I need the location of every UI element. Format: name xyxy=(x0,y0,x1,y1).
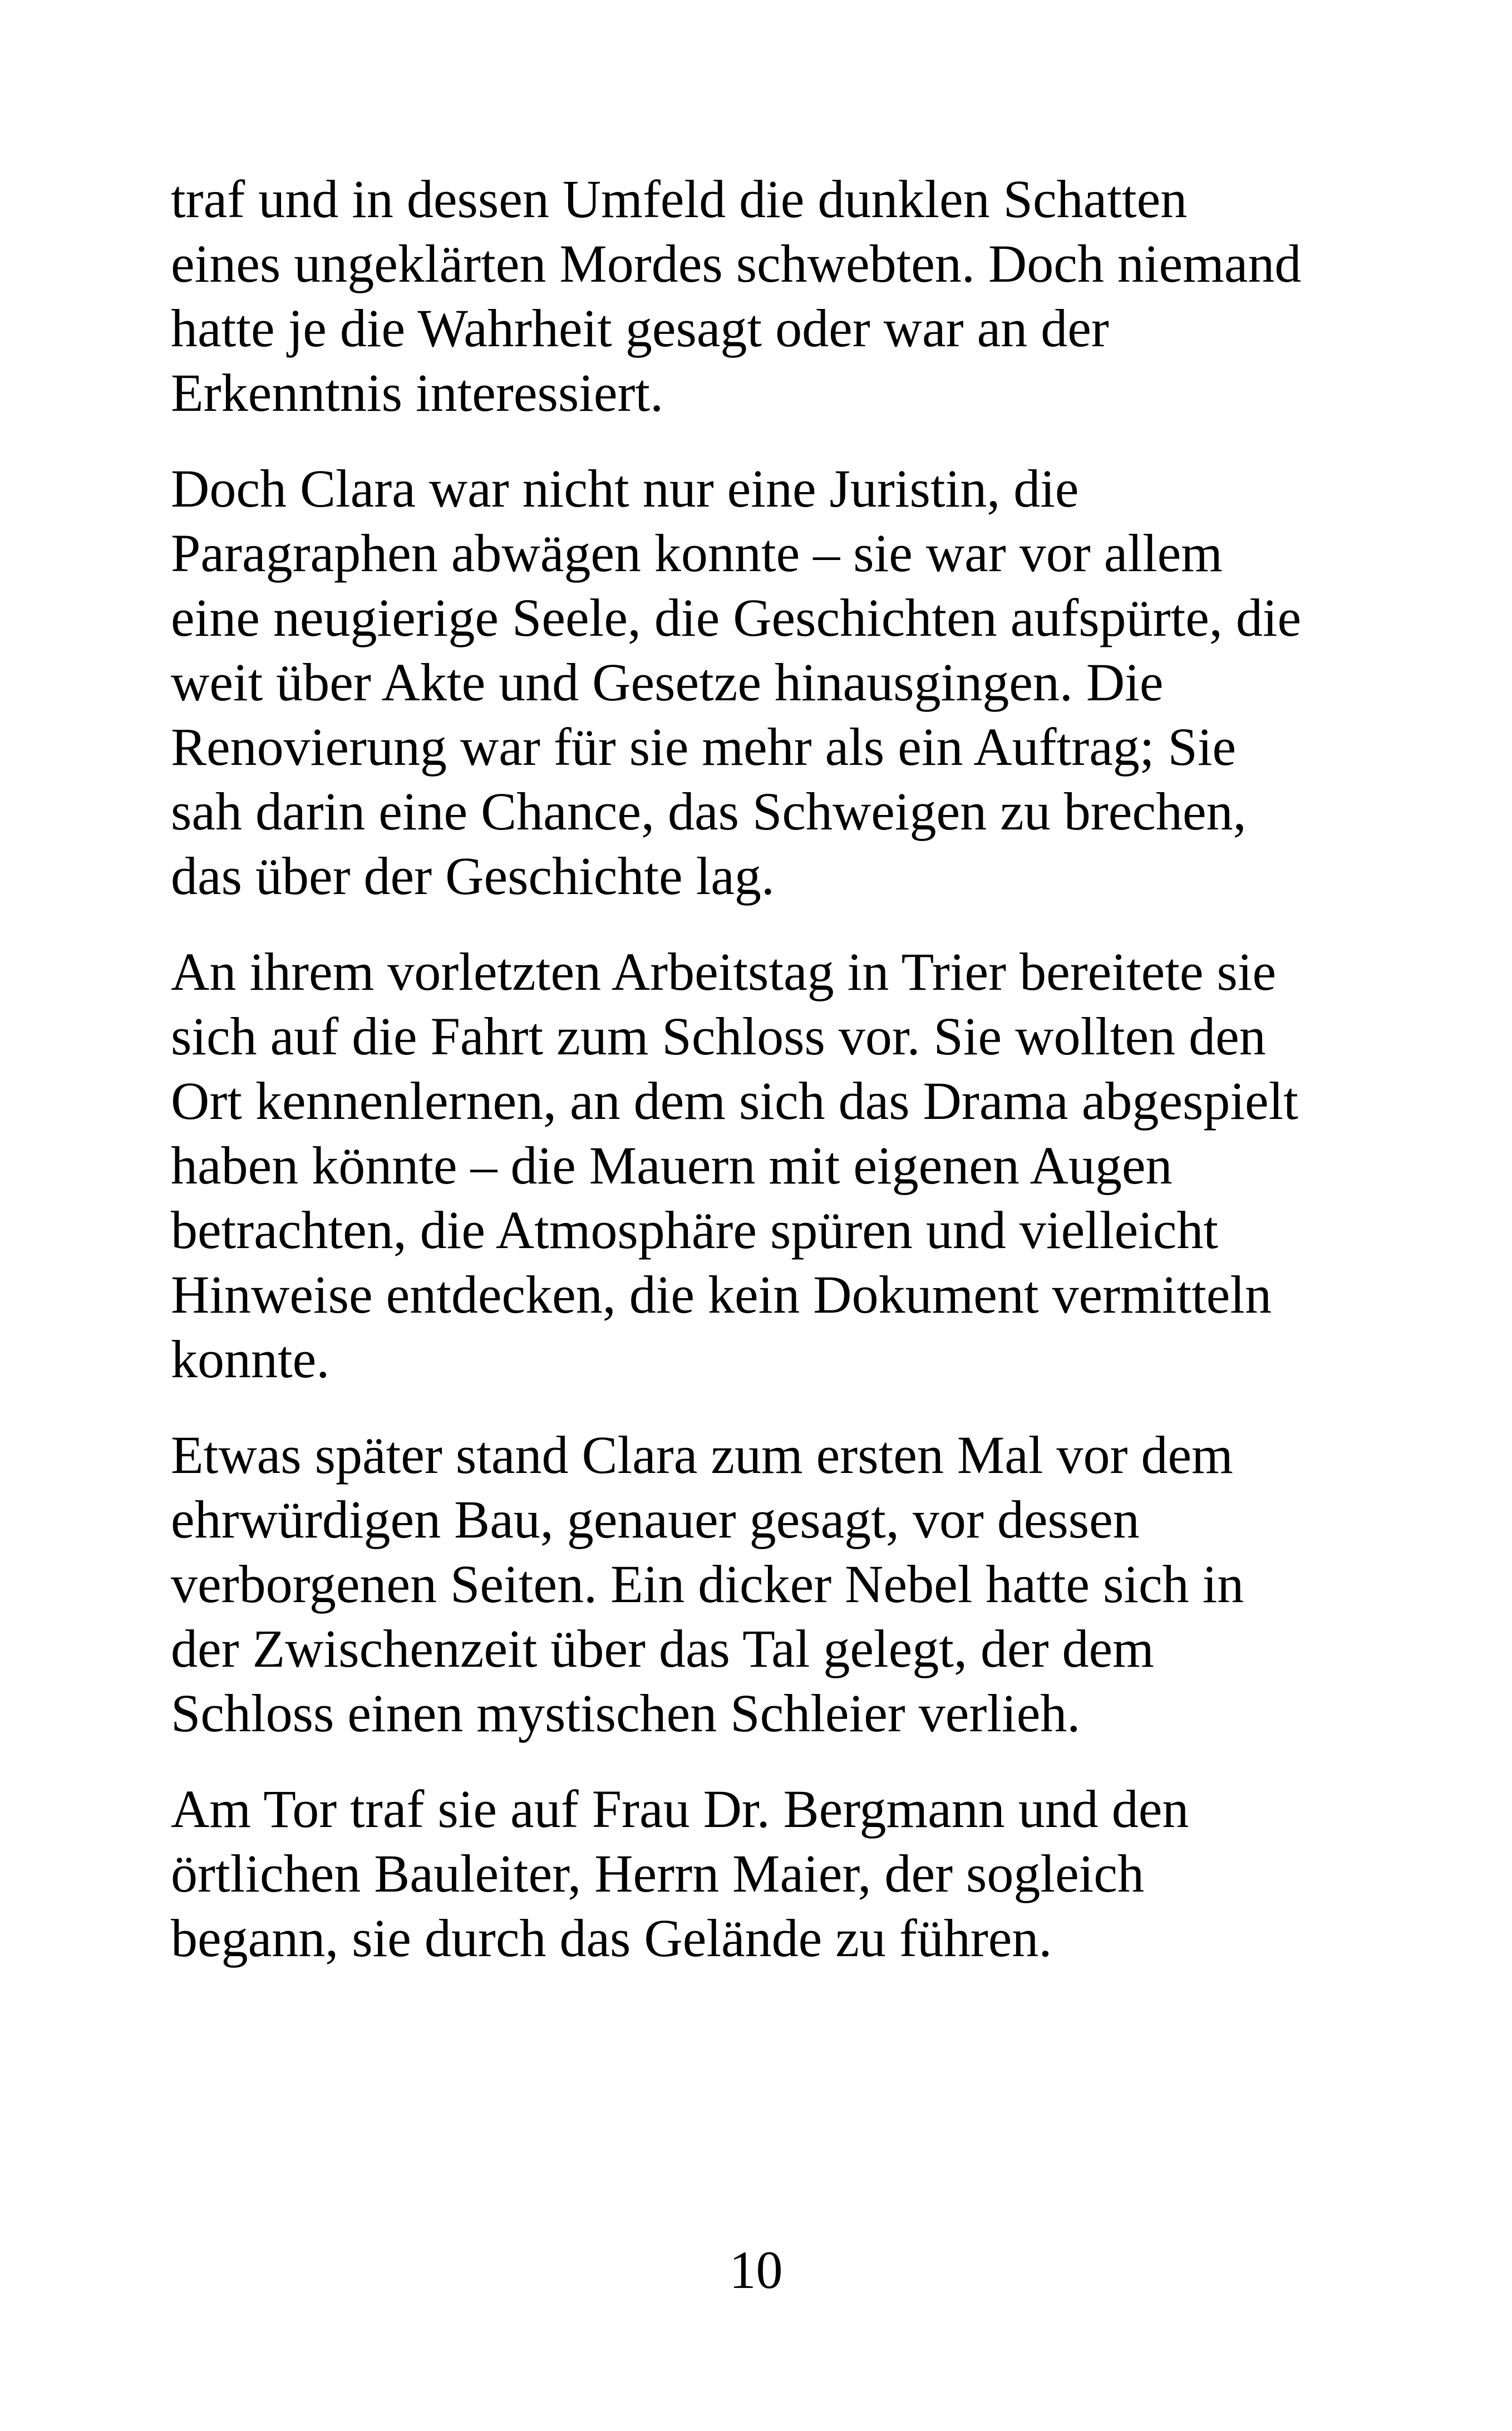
text-line: sah darin eine Chance, das Schweigen zu brechen, xyxy=(171,782,1247,841)
text-line: verborgenen Seiten. Ein dicker Nebel hatte sich in xyxy=(171,1554,1244,1614)
text-line: örtlichen Bauleiter, Herrn Maier, der sogleich xyxy=(171,1844,1144,1903)
text-line: eines ungeklärten Mordes schwebten. Doch niemand xyxy=(171,234,1302,293)
text-line: Ort kennenlernen, an dem sich das Drama abgespielt xyxy=(171,1071,1298,1131)
text-line: ehrwürdigen Bau, genauer gesagt, vor dessen xyxy=(171,1490,1140,1549)
paragraph-2 xyxy=(171,456,1384,908)
paragraph-3 xyxy=(171,940,1384,1392)
text-line: weit über Akte und Gesetze hinausgingen. Die xyxy=(171,652,1164,712)
paragraph-4 xyxy=(171,1423,1384,1746)
text-line: Doch Clara war nicht nur eine Juristin, die xyxy=(171,459,1079,518)
text-line: Schloss einen mystischen Schleier verlieh. xyxy=(171,1683,1081,1743)
text-line: traf und in dessen Umfeld die dunklen Schatten xyxy=(171,169,1188,229)
text-line: sich auf die Fahrt zum Schloss vor. Sie wollten den xyxy=(171,1006,1266,1066)
text-line: Hinweise entdecken, die kein Dokument vermitteln xyxy=(171,1265,1272,1324)
text-line: hatte je die Wahrheit gesagt oder war an der xyxy=(171,298,1109,358)
body-text xyxy=(171,167,1384,2002)
paragraph-5 xyxy=(171,1777,1384,1971)
text-line: Paragraphen abwägen konnte – sie war vor allem xyxy=(171,523,1223,583)
text-line: Renovierung war für sie mehr als ein Auftrag; Sie xyxy=(171,717,1237,777)
text-line: An ihrem vorletzten Arbeitstag in Trier bereitete sie xyxy=(171,942,1277,1001)
text-line: betrachten, die Atmosphäre spüren und vielleicht xyxy=(171,1200,1219,1260)
paragraph-1 xyxy=(171,167,1384,425)
text-line: haben könnte – die Mauern mit eigenen Augen xyxy=(171,1136,1173,1195)
text-line: das über der Geschichte lag. xyxy=(171,846,775,906)
text-line: Am Tor traf sie auf Frau Dr. Bergmann und den xyxy=(171,1779,1189,1839)
text-line: begann, sie durch das Gelände zu führen. xyxy=(171,1908,1052,1968)
page-number: 10 xyxy=(729,2240,783,2300)
text-line: Etwas später stand Clara zum ersten Mal vor dem xyxy=(171,1425,1233,1485)
text-line: Erkenntnis interessiert. xyxy=(171,363,664,423)
text-line: konnte. xyxy=(171,1329,330,1389)
text-line: der Zwischenzeit über das Tal gelegt, der dem xyxy=(171,1619,1154,1678)
text-line: eine neugierige Seele, die Geschichten aufspürte, die xyxy=(171,588,1302,647)
